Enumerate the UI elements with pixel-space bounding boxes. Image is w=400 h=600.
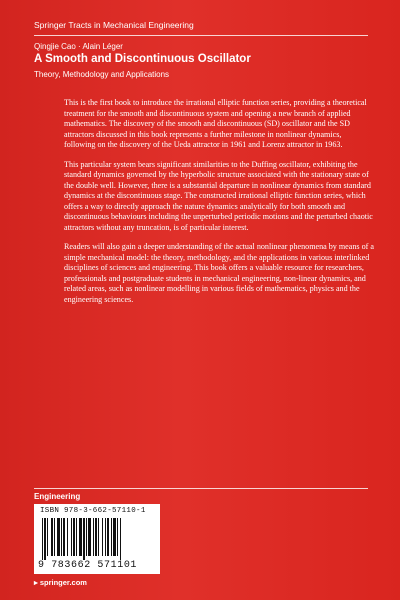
barcode-bar [83, 518, 85, 560]
series-name: Springer Tracts in Mechanical Engineering [34, 20, 194, 30]
subject-category: Engineering [34, 492, 81, 501]
website-link[interactable]: ▸ springer.com [34, 578, 87, 587]
isbn-number: ISBN 978-3-662-57110-1 [40, 507, 146, 515]
barcode-bar [102, 518, 103, 556]
barcode-bar [76, 518, 77, 556]
description-paragraph-3: Readers will also gain a deeper understanding of the actual nonlinear phenomena by means of a simple mechanical model: the theory, methodology, and the applications in various interlinked disciplines of sciences and engineering. This book offers a valuable resource for researchers, professionals and postgraduate students in mechanical engineering, non-linear dynamics, and related areas, such as nonlinear modelling in various fields of mathematics, physics and the engineering sciences. [64, 242, 374, 304]
barcode-bar [47, 518, 48, 556]
barcode-bar [88, 518, 91, 556]
barcode-bar [63, 518, 65, 556]
barcode-bar [113, 518, 116, 556]
header-divider [34, 35, 368, 36]
barcode-bar [86, 518, 87, 556]
description [64, 98, 374, 314]
barcode-bar [120, 518, 121, 560]
barcode-bar [71, 518, 72, 556]
book-title: A Smooth and Discontinuous Oscillator [34, 53, 251, 65]
barcode-bar [98, 518, 99, 556]
description-paragraph-1: This is the first book to introduce the irrational elliptic function series, providing a theoretical treatment for the smooth and discontinuous system and opening a new branch of applied mathematics. The discovery of the smooth and discontinuous (SD) oscillator and the SD attractors discussed in this book represents a further milestone in nonlinear dynamics, following on the discovery of the Ueda attractor in 1961 and Lorenz attractor in 1963. [64, 98, 367, 149]
barcode-bar [111, 518, 112, 556]
barcode-bar [73, 518, 75, 556]
barcode-bar [44, 518, 46, 560]
barcode-bar [67, 518, 68, 556]
description-paragraph-2: This particular system bears significant similarities to the Duffing oscillator, exhibiting the standard dynamics governed by the hyperbolic structure associated with the stationary state of the double well. However, there is a substantial departure in nonlinear dynamics from standard dynamics at the discontinuous stage. The constructed irrational elliptic function series, which offers a way to directly approach the nature dynamics analytically for both smooth and discontinuous behaviours including the unperturbed periodic motions and the perturbed chaotic attractors without any truncation, is of particular interest. [64, 159, 373, 232]
barcode-bar [79, 518, 82, 556]
book-subtitle: Theory, Methodology and Applications [34, 70, 170, 79]
barcode-icon [40, 518, 154, 560]
barcode-bar [95, 518, 97, 556]
barcode-bar [57, 518, 60, 556]
barcode-digits: 9 783662 571101 [38, 560, 138, 571]
barcode-panel [34, 504, 160, 574]
barcode-bar [93, 518, 94, 556]
barcode-bar [61, 518, 62, 556]
barcode-bar [105, 518, 106, 556]
barcode-bar [117, 518, 118, 556]
footer-divider [34, 488, 368, 489]
barcode-bar [107, 518, 109, 556]
barcode-bar [54, 518, 55, 556]
authors: Qingjie Cao · Alain Léger [34, 42, 123, 51]
barcode-bar [51, 518, 53, 556]
barcode-bar [42, 518, 43, 560]
